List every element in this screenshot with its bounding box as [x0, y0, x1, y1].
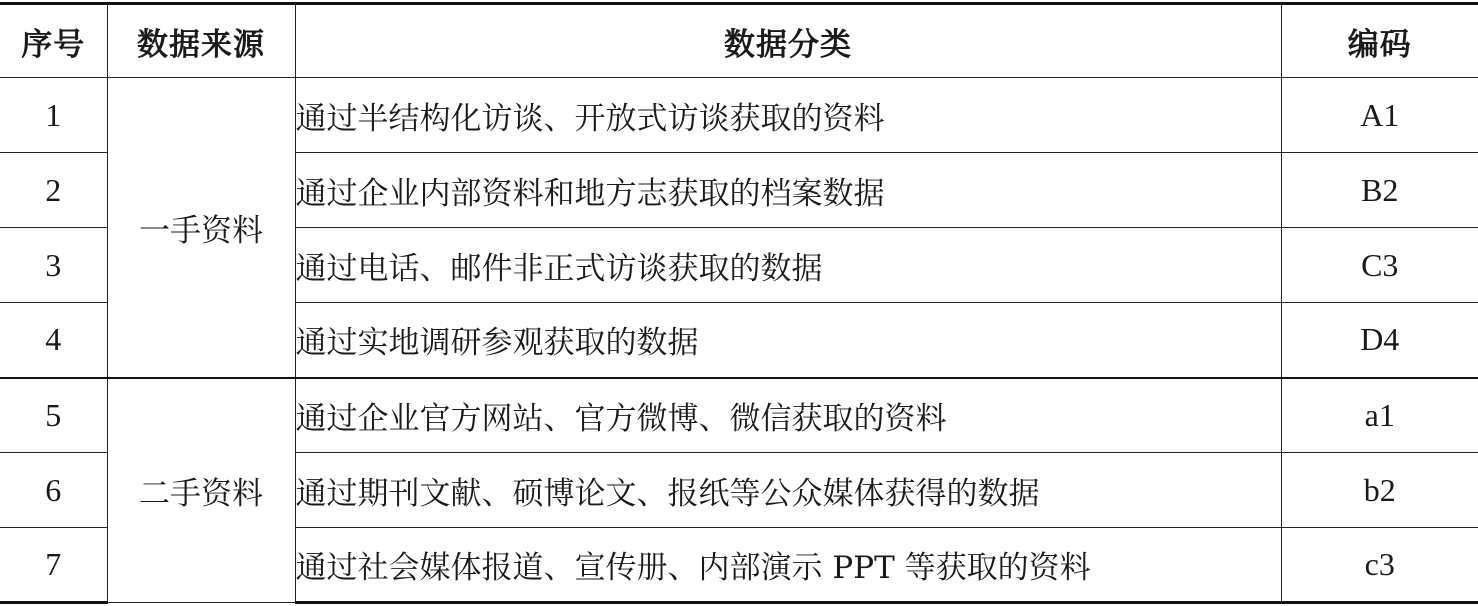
- source-primary: 一手资料: [107, 78, 295, 378]
- header-row: [0, 4, 1478, 78]
- header-index: 序号: [0, 4, 107, 78]
- row-code: c3: [1281, 528, 1478, 603]
- table-header: [0, 4, 1478, 78]
- table-body: [0, 78, 1478, 603]
- row-code: b2: [1281, 453, 1478, 528]
- header-code: 编码: [1281, 4, 1478, 78]
- row-index: 1: [0, 78, 107, 153]
- row-code: D4: [1281, 303, 1478, 378]
- table-row: [0, 378, 1478, 453]
- row-category: 通过企业内部资料和地方志获取的档案数据: [295, 153, 1281, 228]
- row-code: C3: [1281, 228, 1478, 303]
- row-index: 5: [0, 378, 107, 453]
- table-row: [0, 78, 1478, 153]
- row-category: 通过电话、邮件非正式访谈获取的数据: [295, 228, 1281, 303]
- row-index: 2: [0, 153, 107, 228]
- row-code: B2: [1281, 153, 1478, 228]
- row-category: 通过社会媒体报道、宣传册、内部演示 PPT 等获取的资料: [295, 528, 1281, 603]
- row-index: 4: [0, 303, 107, 378]
- row-code: A1: [1281, 78, 1478, 153]
- row-category: 通过期刊文献、硕博论文、报纸等公众媒体获得的数据: [295, 453, 1281, 528]
- source-secondary: 二手资料: [107, 378, 295, 603]
- header-category: 数据分类: [295, 4, 1281, 78]
- row-index: 6: [0, 453, 107, 528]
- data-classification-table: [0, 2, 1478, 604]
- row-category: 通过企业官方网站、官方微博、微信获取的资料: [295, 378, 1281, 453]
- row-category: 通过半结构化访谈、开放式访谈获取的资料: [295, 78, 1281, 153]
- header-source: 数据来源: [107, 4, 295, 78]
- row-index: 7: [0, 528, 107, 603]
- row-index: 3: [0, 228, 107, 303]
- row-code: a1: [1281, 378, 1478, 453]
- row-category: 通过实地调研参观获取的数据: [295, 303, 1281, 378]
